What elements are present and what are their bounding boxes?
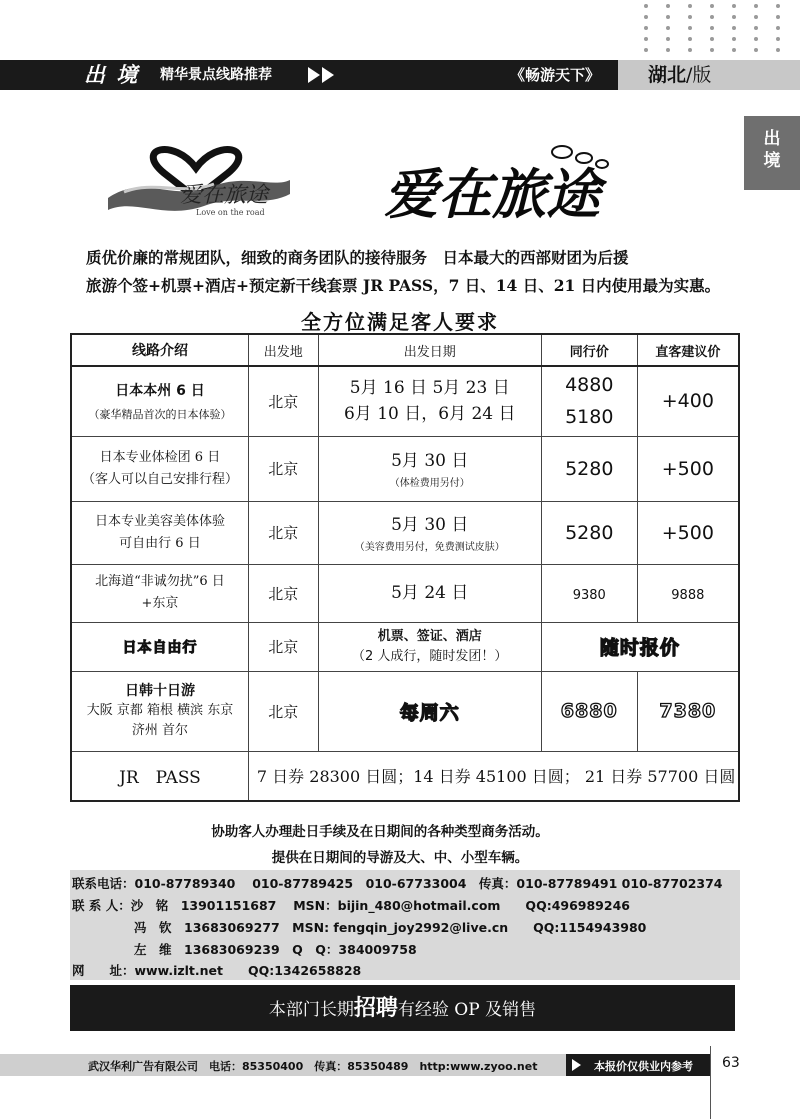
date-cell [318,622,541,671]
direct-price-cell [637,564,739,622]
recruit-emphasis: 招聘 [353,995,398,1021]
dot [666,37,670,41]
date-note: （体检费用另付） [389,478,470,489]
footer-bar [0,1054,710,1076]
from-cell: 北京 [248,436,318,501]
dot [776,48,780,52]
date-cell [318,564,541,622]
route-line: 北海道“非诚勿扰”6 日 [95,574,225,589]
from-cell: 北京 [248,564,318,622]
route-line: 济州 首尔 [131,723,189,738]
date-line: 6月 10 日，6月 24 日 [343,404,516,425]
title-calligraphy [380,136,660,226]
dot [644,26,648,30]
peer-price-cell [541,436,637,501]
logo-tagline: Love on the road [196,208,265,217]
table-row [71,564,739,622]
contact-person: 联 系 人：沙 铭 13901151687 MSN：bijin_480@hotmail.com QQ:496989246 [72,898,630,913]
dot [644,4,648,8]
dot [644,48,648,52]
route-title: 日本本州 6 日 [115,383,205,400]
dot [710,26,714,30]
peer-price-cell [541,501,637,564]
date-cell [318,501,541,564]
direct-price-cell [637,366,739,436]
date-cell [318,366,541,436]
side-tab-label: 出境 [763,129,781,171]
dot [754,37,758,41]
dot [732,26,736,30]
dot [666,15,670,19]
header-direct-price: 直客建议价 [637,334,739,366]
headline: 全方位满足客人要求 [301,310,499,334]
table-row [71,671,739,751]
table-row [71,366,739,436]
route-line: 日本专业体检团 6 日 [99,449,221,465]
dot [688,4,692,8]
date-line: 5月 30 日 [391,451,469,471]
route-note: （豪华精品首次的日本体验） [88,408,232,422]
magazine-title: 《畅游天下》 [510,66,601,84]
date-note: （2 人成行，随时发团！） [352,648,508,664]
header-peer-price: 同行价 [541,334,637,366]
direct-price: 9888 [671,587,705,603]
dot [666,48,670,52]
recruit-banner [70,985,735,1031]
section-category: 出 境 [84,62,140,87]
footer-company: 武汉华利广告有限公司 电话：85350400 传真：85350489 http:www.zyoo.net [88,1060,538,1073]
dot [732,37,736,41]
dot [732,15,736,19]
header-from: 出发地 [248,334,318,366]
table-header-row [71,334,739,366]
table-row [71,751,739,801]
dot [688,48,692,52]
jr-pass-label: JR PASS [71,751,248,801]
direct-price-cell [637,436,739,501]
contact-person: 左 维 13683069239 Q Q：384009758 [134,942,417,957]
dot [732,48,736,52]
dot [754,15,758,19]
edition-label: /版 [686,64,712,86]
direct-price-cell [637,671,739,751]
header-bar [0,60,800,90]
route-line: 大阪 京都 箱根 横滨 东京 [86,703,234,718]
jr-pass-prices: 7 日券 28300 日圆；14 日券 45100 日圆； 21 日券 57700 日圆 [248,751,739,801]
direct-price: +400 [661,390,714,413]
intro-line: 质优价廉的常规团队，细致的商务团队的接待服务 日本最大的西部财团为后援 [86,248,629,267]
route-line: +东京 [141,596,179,611]
dot [776,4,780,8]
assist-line: 提供在日期间的导游及大、中、小型车辆。 [271,850,529,866]
assist-line: 协助客人办理赴日手续及在日期间的各种类型商务活动。 [211,824,549,840]
dot [666,26,670,30]
from-cell: 北京 [248,671,318,751]
dot [644,15,648,19]
peer-price-cell [541,671,637,751]
arrow-icon [572,1059,581,1071]
peer-price-cell [541,366,637,436]
brand-logo [104,128,294,220]
date-note: （美容费用另付，免费测试皮肤） [354,542,505,553]
price-on-request: 随时报价 [599,637,680,659]
route-line: 日本专业美容美体体验 [94,513,225,529]
table-row [71,622,739,671]
route-line: 可自由行 6 日 [119,535,201,551]
dot [754,48,758,52]
route-line: （客人可以自己安排行程） [81,471,238,487]
route-price-table [70,333,740,802]
date-line: 机票、签证、酒店 [377,628,482,644]
price-cell [541,622,739,671]
peer-price: 5280 [565,521,614,544]
dot [710,48,714,52]
direct-price: +500 [661,521,714,544]
dot [688,37,692,41]
route-title: 日本自由行 [122,639,198,656]
dot [754,26,758,30]
contact-phones: 联系电话：010-87789340 010-87789425 010-67733004 传真：010-87789491 010-87702374 [72,876,723,891]
from-cell: 北京 [248,366,318,436]
recruit-text: 有经验 OP 及销售 [397,1000,537,1020]
peer-price: 4880 [565,374,614,397]
from-cell: 北京 [248,622,318,671]
logo-slogan: 爱在旅途 [180,183,269,208]
peer-price: 9380 [572,587,606,603]
contact-person: 冯 钦 13683069277 MSN: fengqin_joy2992@live.cn QQ:1154943980 [134,920,647,935]
date-cell [318,436,541,501]
route-cell [71,366,248,436]
route-cell [71,671,248,751]
dot [776,15,780,19]
peer-price-cell [541,564,637,622]
table-row [71,501,739,564]
dot [644,37,648,41]
dot [710,4,714,8]
recruit-text: 本部门长期 [268,1000,354,1020]
region-name: 湖北 [648,64,687,86]
intro-line: 旅游个签+机票+酒店+预定新干线套票 JR PASS，7 日、14 日、21 日内使用最为实惠。 [86,276,721,295]
dot [666,4,670,8]
divider [710,1046,711,1119]
dot [732,4,736,8]
page-number: 63 [722,1055,740,1071]
dot [776,37,780,41]
table-row [71,436,739,501]
contact-website: 网 址：www.izlt.net QQ:1342658828 [72,963,362,978]
region-edition [618,60,800,90]
header-date: 出发日期 [318,334,541,366]
peer-price: 5280 [565,457,614,480]
dot [710,15,714,19]
section-subtitle: 精华景点线路推荐 [160,67,272,83]
dot [776,26,780,30]
peer-price: 5180 [565,406,614,429]
route-cell [71,501,248,564]
header-route: 线路介绍 [71,334,248,366]
peer-price: 6880 [560,700,618,722]
from-cell: 北京 [248,501,318,564]
arrow-icon [308,67,320,83]
date-cell [318,671,541,751]
date-line: 5月 16 日 5月 23 日 [349,378,510,399]
contact-block [70,870,740,980]
route-cell [71,564,248,622]
dot [754,4,758,8]
date-line: 5月 30 日 [391,515,469,535]
date-line: 5月 24 日 [391,583,469,603]
route-cell [71,436,248,501]
dot [710,37,714,41]
side-tab-outbound [744,116,800,190]
dot [688,15,692,19]
calligraphy-title: 爱在旅途 [384,162,600,226]
route-title: 日韩十日游 [124,683,195,699]
route-cell [71,622,248,671]
footer-note: 本报价仅供业内参考 [594,1060,693,1073]
direct-price: +500 [661,457,714,480]
direct-price-cell [637,501,739,564]
arrow-icon [322,67,334,83]
decorative-dot-grid [636,0,796,58]
date-line: 每周六 [399,701,460,724]
dot [688,26,692,30]
direct-price: 7380 [659,700,717,722]
